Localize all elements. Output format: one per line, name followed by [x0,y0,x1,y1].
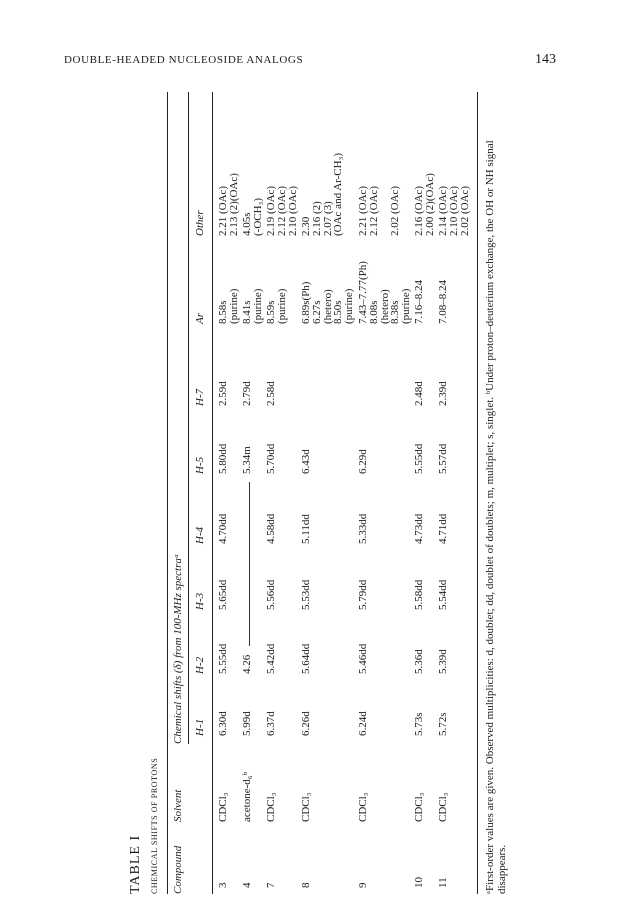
h2-h5-span-line [249,482,250,646]
cell-ar: 8.58s (purine) [217,288,240,324]
running-title: DOUBLE-HEADED NUCLEOSIDE ANALOGS [64,54,304,66]
cell-h3: 5.54dd [437,579,449,610]
column-header-h7: H-7 [194,388,206,406]
cell-solvent: CDCl₃ [217,792,229,822]
cell-h4: 4.73dd [413,513,425,544]
column-header-solvent: Solvent [172,789,184,822]
group-header: Chemical shifts (δ) from 100-MHz spectraᵃ [172,553,184,744]
cell-solvent: CDCl₃ [437,792,449,822]
cell-ar: 8.59s (purine) [265,288,288,324]
cell-h3: 5.65dd [217,579,229,610]
cell-other: 2.19 (OAc) 2.12 (OAc) 2.10 (OAc) [265,185,299,236]
cell-compound: 4 [241,882,253,888]
cell-h2: 5.64dd [300,643,312,674]
cell-h3: 5.58dd [413,579,425,610]
cell-other: 2.16 (OAc) 2.00 (2)(OAc) [413,173,436,236]
cell-other: 2.14 (OAc) 2.10 (OAc) 2.02 (OAc) [437,185,471,236]
cell-h5: 6.29d [357,449,369,474]
cell-compound: 8 [300,882,312,888]
cell-compound: 7 [265,882,277,888]
column-header-ar: Ar [194,313,206,324]
header-rule [212,92,213,894]
cell-solvent: acetone-d₆ᵇ [241,772,253,822]
cell-h5: 5.57dd [437,443,449,474]
table-caption: CHEMICAL SHIFTS OF PROTONS [150,757,159,894]
cell-h1: 5.72s [437,712,449,736]
cell-h5: 5.34m [241,446,253,474]
cell-h2: 5.55dd [217,643,229,674]
column-header-compound: Compound [172,845,184,894]
cell-solvent: CDCl₃ [413,792,425,822]
rotated-table [120,82,540,902]
column-header-h2: H-2 [194,656,206,674]
cell-h7: 2.79d [241,381,253,406]
cell-h1: 6.24d [357,711,369,736]
column-header-h5: H-5 [194,456,206,474]
cell-h2: 5.39d [437,649,449,674]
cell-h5: 5.55dd [413,443,425,474]
cell-h5: 6.43d [300,449,312,474]
cell-h4: 4.71dd [437,513,449,544]
cell-h2: 5.42dd [265,643,277,674]
cell-h2: 5.36d [413,649,425,674]
cell-other: 2.21 (OAc) 2.12 (OAc) 2.02 (OAc) [357,185,402,236]
cell-ar: 7.43–7.77(Ph) 8.08s (hetero) 8.38s (purine) [357,261,413,324]
column-header-h3: H-3 [194,592,206,610]
cell-h7: 2.39d [437,381,449,406]
cell-h1: 6.30d [217,711,229,736]
column-header-other: Other [194,210,206,236]
cell-h3: 5.56dd [265,579,277,610]
group-rule [188,92,189,744]
cell-solvent: CDCl₃ [300,792,312,822]
cell-h7: 2.58d [265,381,277,406]
cell-h3: 5.79dd [357,579,369,610]
column-header-h1: H-1 [194,718,206,736]
cell-h7: 2.59d [217,381,229,406]
cell-h4: 5.33dd [357,513,369,544]
cell-h4: 4.70dd [217,513,229,544]
cell-compound: 10 [413,877,425,888]
page-header [64,52,556,72]
cell-other: 2.30 2.16 (2) 2.07 (3) (OAc and Ar-CH₃) [300,152,345,236]
cell-compound: 3 [217,882,229,888]
cell-solvent: CDCl₃ [265,792,277,822]
table-title: TABLE I [128,834,143,894]
cell-h1: 5.99d [241,711,253,736]
cell-ar: 7.08–8.24 [437,280,449,324]
cell-h5: 5.80dd [217,443,229,474]
cell-compound: 11 [437,877,449,888]
cell-h4: 4.58dd [265,513,277,544]
cell-h4: 5.11dd [300,514,312,544]
cell-other: 4.05s (-OCH₃) [241,197,264,236]
cell-h3: 5.53dd [300,579,312,610]
top-rule [167,92,168,894]
cell-ar: 6.89s(Ph) 6.27s (hetero) 8.50s (purine) [300,281,356,324]
cell-solvent: CDCl₃ [357,792,369,822]
page-number: 143 [535,52,556,67]
cell-other: 2.21 (OAc) 2.13 (2)(OAc) [217,173,240,236]
cell-ar: 8.41s (purine) [241,288,264,324]
cell-compound: 9 [357,882,369,888]
table-footnote: ᵃFirst-order values are given. Observed multiplicities: d, doublet; dd, doublet of doublets; m, multiplet; s, singlet. ᵇUnder proton–deuterium exchange, the OH or NH signal disappears. [484,140,508,894]
bottom-rule [477,92,478,894]
cell-h7: 2.48d [413,381,425,406]
cell-h2: 4.26 [241,654,253,674]
cell-h2: 5.46dd [357,643,369,674]
cell-h5: 5.70dd [265,443,277,474]
column-header-h4: H-4 [194,526,206,544]
cell-h1: 6.26d [300,711,312,736]
cell-h1: 6.37d [265,711,277,736]
cell-ar: 7.16–8.24 [413,280,425,324]
cell-h1: 5.73s [413,712,425,736]
